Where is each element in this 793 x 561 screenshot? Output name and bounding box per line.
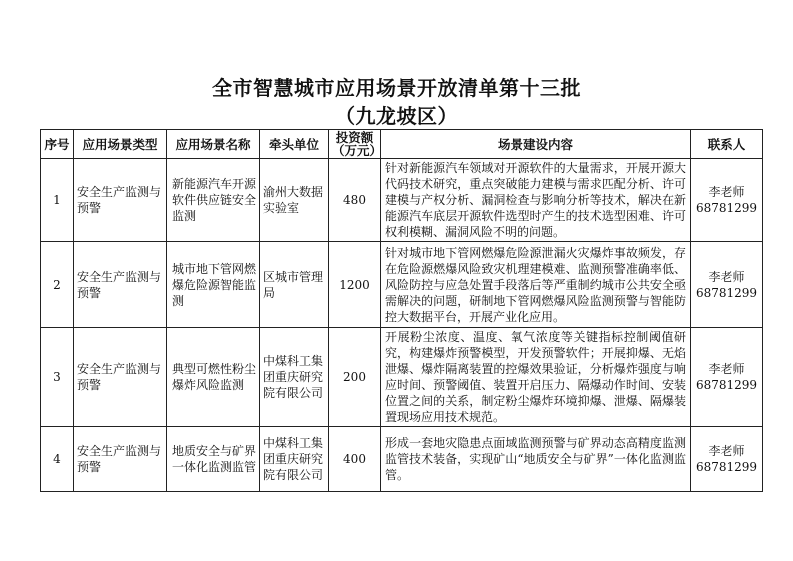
cell-type: 安全生产监测与预警	[74, 427, 167, 492]
cell-contact	[691, 159, 763, 242]
contact-phone: 68781299	[695, 460, 758, 474]
contact-name: 李老师	[708, 362, 745, 376]
cell-lead: 区城市管理局	[260, 242, 329, 328]
cell-name: 地质安全与矿界一体化监测监管	[167, 427, 260, 492]
cell-name: 城市地下管网燃爆危险源智能监测	[167, 242, 260, 328]
cell-invest: 200	[329, 328, 381, 427]
cell-content: 针对新能源汽车领域对开源软件的大量需求，开展开源大代码技术研究，重点突破能力建模与需求匹配分析、许可建模与产权分析、漏洞检查与影响分析等技术，解决在新能源汽车底层开源软件选型时产生的技术选型困难、许可权利模糊、漏洞风险不明的问题。	[381, 159, 691, 242]
header-no: 序号	[41, 130, 74, 159]
table-row	[41, 427, 763, 492]
contact-name: 李老师	[708, 444, 745, 458]
cell-no: 4	[41, 427, 74, 492]
cell-invest: 480	[329, 159, 381, 242]
cell-content: 针对城市地下管网燃爆危险源泄漏火灾爆炸事故频发，存在危险源燃爆风险致灾机理建模难、监测预警准确率低、风险防控与应急处置手段落后等严重制约城市公共安全亟需解决的问题，研制地下管网燃爆风险监测预警与智能防控大数据平台，开展产业化应用。	[381, 242, 691, 328]
scenario-table	[40, 129, 763, 492]
page-title: 全市智慧城市应用场景开放清单第十三批	[212, 76, 581, 100]
cell-contact	[691, 328, 763, 427]
cell-lead: 中煤科工集团重庆研究院有限公司	[260, 427, 329, 492]
table-row	[41, 242, 763, 328]
cell-no: 1	[41, 159, 74, 242]
cell-type: 安全生产监测与预警	[74, 242, 167, 328]
header-type: 应用场景类型	[74, 130, 167, 159]
contact-phone: 68781299	[695, 378, 758, 392]
contact-phone: 68781299	[695, 201, 758, 215]
cell-name: 新能源汽车开源软件供应链安全监测	[167, 159, 260, 242]
table-row	[41, 159, 763, 242]
cell-lead: 渝州大数据实验室	[260, 159, 329, 242]
table-header-row	[41, 130, 763, 159]
contact-phone: 68781299	[695, 285, 758, 300]
cell-content: 开展粉尘浓度、温度、氧气浓度等关键指标控制阈值研究，构建爆炸预警模型，开发预警软件；开展抑爆、无焰泄爆、爆炸隔离装置的控爆效果验证，分析爆炸强度与响应时间、预警阈值、装置开启压力、隔爆动作时间、安装位置之间的关系，制定粉尘爆炸环境抑爆、泄爆、隔爆装置现场应用技术规范。	[381, 328, 691, 427]
cell-no: 3	[41, 328, 74, 427]
cell-content: 形成一套地灾隐患点面域监测预警与矿界动态高精度监测监管技术装备，实现矿山“地质安全与矿界”一体化监测监管。	[381, 427, 691, 492]
cell-contact	[691, 427, 763, 492]
header-contact: 联系人	[691, 130, 763, 159]
cell-type: 安全生产监测与预警	[74, 159, 167, 242]
header-invest: 投资额（万元）	[329, 130, 381, 159]
cell-lead: 中煤科工集团重庆研究院有限公司	[260, 328, 329, 427]
header-content: 场景建设内容	[381, 130, 691, 159]
contact-name: 李老师	[708, 269, 745, 284]
table-row	[41, 328, 763, 427]
header-name: 应用场景名称	[167, 130, 260, 159]
page-subtitle: （九龙坡区）	[335, 104, 458, 128]
contact-name: 李老师	[708, 185, 745, 199]
cell-invest: 400	[329, 427, 381, 492]
cell-no: 2	[41, 242, 74, 328]
cell-type: 安全生产监测与预警	[74, 328, 167, 427]
header-lead: 牵头单位	[260, 130, 329, 159]
cell-invest: 1200	[329, 242, 381, 328]
cell-contact	[691, 242, 763, 328]
cell-name: 典型可燃性粉尘爆炸风险监测	[167, 328, 260, 427]
